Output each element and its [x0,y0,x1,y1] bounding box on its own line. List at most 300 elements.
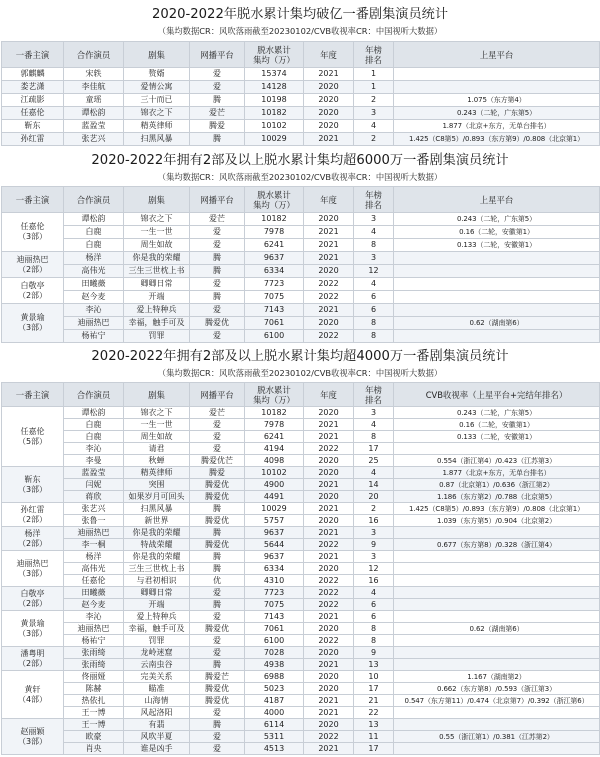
partner-actor-cell: 田曦薇 [64,278,124,291]
year-cell: 2020 [304,455,354,467]
lead-drama-count: （2部） [17,290,48,300]
table-row [2,107,600,120]
lead-actor-cell [2,120,64,133]
partner-actor-cell: 赵今麦 [64,599,124,611]
table-row [2,563,600,575]
lead-actor-name: 郭麒麟 [20,69,45,78]
platform-cell: 腾 [190,659,245,671]
lead-actor-cell [2,467,64,503]
year-rank-cell: 8 [354,431,394,443]
tv-rating-cell [394,527,600,539]
partner-actor-cell: 高伟光 [64,265,124,278]
table-row [2,467,600,479]
year-cell: 2021 [304,226,354,239]
year-rank-cell: 3 [354,527,394,539]
header-row [2,42,600,68]
year-cell: 2022 [304,291,354,304]
tv-rating-cell: 1.877（北京+东方，无单台排名） [394,120,600,133]
year-rank-cell: 3 [354,213,394,226]
tv-rating-cell [394,611,600,623]
platform-cell: 腾爱优 [190,479,245,491]
partner-actor-cell: 高伟光 [64,563,124,575]
tv-rating-cell: 0.62（湖南第6） [394,317,600,330]
year-cell: 2021 [304,527,354,539]
drama-title-cell: 爱上特种兵 [124,304,190,317]
avg-views-cell: 4310 [245,575,304,587]
year-cell: 2021 [304,252,354,265]
column-header: 剧集 [124,187,190,213]
year-rank-cell: 4 [354,278,394,291]
lead-actor-cell [2,647,64,671]
lead-actor-name: 靳东 [24,121,41,130]
table-row [2,599,600,611]
year-rank-cell: 1 [354,81,394,94]
table-row [2,707,600,719]
avg-views-cell: 10182 [245,407,304,419]
tv-rating-cell [394,719,600,731]
partner-actor-cell: 任嘉伦 [64,575,124,587]
partner-actor-cell: 闫妮 [64,479,124,491]
tv-rating-cell: 0.243（二轮，广东第5） [394,407,600,419]
table-row [2,647,600,659]
drama-title-cell: 卿卿日常 [124,278,190,291]
column-header: 网播平台 [190,42,245,68]
year-rank-cell: 21 [354,695,394,707]
tv-rating-cell [394,707,600,719]
year-cell: 2021 [304,304,354,317]
lead-actor-cell [2,551,64,587]
partner-actor-cell: 李沁 [64,611,124,623]
avg-views-cell: 10029 [245,133,304,146]
avg-views-cell: 4194 [245,443,304,455]
platform-cell: 腾 [190,291,245,304]
avg-views-cell: 5311 [245,731,304,743]
platform-cell: 腾 [190,94,245,107]
drama-title-cell: 爱情公寓 [124,81,190,94]
year-rank-cell: 4 [354,226,394,239]
drama-title-cell: 锦衣之下 [124,213,190,226]
partner-actor-cell: 肖央 [64,743,124,755]
lead-drama-count: （3部） [17,736,48,746]
year-rank-cell: 17 [354,683,394,695]
year-rank-cell: 2 [354,94,394,107]
drama-title-cell: 锦衣之下 [124,407,190,419]
table-row [2,695,600,707]
platform-cell: 腾爱优 [190,683,245,695]
year-cell: 2021 [304,695,354,707]
drama-title-cell: 锦衣之下 [124,107,190,120]
platform-cell: 腾 [190,503,245,515]
year-cell: 2020 [304,467,354,479]
tv-rating-cell: 0.87（北京第1）/0.636（浙江第2） [394,479,600,491]
lead-actor-cell [2,81,64,94]
table-title: 2020-2022年脱水累计集均破亿一番剧集演员统计 [151,7,449,22]
drama-title-cell: 周生如故 [124,431,190,443]
column-header: 剧集 [124,383,190,407]
avg-views-cell: 6334 [245,563,304,575]
partner-actor-cell: 谭松韵 [64,107,124,120]
table-title: 2020-2022年拥有2部及以上脱水累计集均超6000万一番剧集演员统计 [91,153,509,168]
lead-actor-cell [2,503,64,527]
platform-cell: 爱 [190,647,245,659]
year-rank-cell: 8 [354,330,394,343]
table-row [2,226,600,239]
year-cell: 2020 [304,647,354,659]
year-cell: 2021 [304,419,354,431]
partner-actor-cell: 欧豪 [64,731,124,743]
drama-title-cell: 龙岭迷窟 [124,647,190,659]
lead-actor-cell [2,107,64,120]
partner-actor-cell: 佟丽娅 [64,671,124,683]
table-section [0,151,600,343]
lead-actor-cell [2,278,64,304]
table-row [2,68,600,81]
lead-actor-name: 迪丽热巴 [16,558,49,568]
column-header: 合作演员 [64,383,124,407]
partner-actor-cell: 迪丽热巴 [64,317,124,330]
partner-actor-cell: 陈赫 [64,683,124,695]
avg-views-cell: 6241 [245,239,304,252]
column-header: 上星平台 [394,187,600,213]
year-cell: 2021 [304,659,354,671]
drama-title-cell: 幸福，触手可及 [124,317,190,330]
table-row [2,239,600,252]
lead-actor-cell [2,252,64,278]
year-rank-cell: 3 [354,107,394,120]
avg-views-cell: 9637 [245,252,304,265]
year-rank-cell: 4 [354,467,394,479]
table-row [2,265,600,278]
drama-title-cell: 请君 [124,443,190,455]
lead-actor-name: 黄景瑜 [20,618,45,628]
year-rank-cell: 17 [354,443,394,455]
year-cell: 2021 [304,503,354,515]
tv-rating-cell: 0.55（浙江第1）/0.381（江苏第2） [394,731,600,743]
avg-views-cell: 10182 [245,213,304,226]
avg-views-cell: 7028 [245,647,304,659]
drama-title-cell: 罚罪 [124,635,190,647]
drama-title-cell: 周生如故 [124,239,190,252]
drama-title-cell: 罚罪 [124,330,190,343]
year-cell: 2021 [304,743,354,755]
partner-actor-cell: 李一桐 [64,539,124,551]
tv-rating-cell: 1.877（北京+东方，无单台排名） [394,467,600,479]
tv-rating-cell: 1.186（东方第2）/0.788（北京第5） [394,491,600,503]
avg-views-cell: 6100 [245,635,304,647]
column-header: 合作演员 [64,42,124,68]
partner-actor-cell: 蓝盈莹 [64,467,124,479]
year-rank-cell: 13 [354,659,394,671]
table-row [2,479,600,491]
partner-actor-cell: 李佳航 [64,81,124,94]
year-rank-cell: 10 [354,671,394,683]
platform-cell: 爱 [190,431,245,443]
platform-cell: 爱芒 [190,407,245,419]
year-cell: 2022 [304,599,354,611]
stats-table [1,186,600,343]
platform-cell: 腾 [190,563,245,575]
year-rank-cell: 9 [354,539,394,551]
avg-views-cell: 7075 [245,291,304,304]
tv-rating-cell [394,278,600,291]
year-cell: 2021 [304,479,354,491]
table-body [2,68,600,146]
table-body [2,407,600,755]
year-cell: 2021 [304,431,354,443]
partner-actor-cell: 张艺兴 [64,133,124,146]
table-row [2,317,600,330]
stats-table [1,41,600,146]
column-header: 剧集 [124,42,190,68]
table-row [2,503,600,515]
year-cell: 2021 [304,551,354,563]
drama-title-cell: 有翡 [124,719,190,731]
drama-title-cell: 云南虫谷 [124,659,190,671]
platform-cell: 腾 [190,265,245,278]
lead-actor-name: 靳东 [24,474,41,484]
drama-title-cell: 完美关系 [124,671,190,683]
platform-cell: 腾爱优 [190,317,245,330]
tv-rating-cell [394,635,600,647]
drama-title-cell: 如果岁月可回头 [124,491,190,503]
partner-actor-cell: 蒋欣 [64,491,124,503]
drama-title-cell: 幸福，触手可及 [124,623,190,635]
year-rank-cell: 14 [354,479,394,491]
avg-views-cell: 7061 [245,623,304,635]
platform-cell: 腾爱优 [190,695,245,707]
column-header: 脱水累计 集均（万） [245,187,304,213]
avg-views-cell: 10182 [245,107,304,120]
tv-rating-cell: 1.425（C8第5）/0.893（东方第9）/0.808（北京第1） [394,133,600,146]
year-rank-cell: 8 [354,239,394,252]
avg-views-cell: 6100 [245,330,304,343]
partner-actor-cell: 王一博 [64,707,124,719]
avg-views-cell: 7978 [245,419,304,431]
year-rank-cell: 16 [354,515,394,527]
tv-rating-cell: 0.243（二轮，广东第5） [394,107,600,120]
lead-drama-count: （3部） [17,568,48,578]
lead-actor-cell [2,527,64,551]
tv-rating-cell: 1.425（C8第5）/0.893（东方第9）/0.808（北京第1） [394,503,600,515]
year-cell: 2020 [304,120,354,133]
avg-views-cell: 7723 [245,587,304,599]
platform-cell: 腾爱 [190,120,245,133]
tv-rating-cell [394,587,600,599]
table-row [2,515,600,527]
year-cell: 2021 [304,68,354,81]
tv-rating-cell: 0.662（东方第8）/0.593（浙江第3） [394,683,600,695]
column-header: 网播平台 [190,187,245,213]
year-rank-cell: 2 [354,133,394,146]
lead-drama-count: （4部） [17,694,48,704]
table-section [0,0,600,146]
table-row [2,278,600,291]
column-header: 年榜 排名 [354,383,394,407]
tv-rating-cell [394,252,600,265]
partner-actor-cell: 蓝盈莹 [64,120,124,133]
tv-rating-cell [394,647,600,659]
drama-title-cell: 开端 [124,599,190,611]
year-cell: 2022 [304,635,354,647]
column-header: 脱水累计 集均（万） [245,42,304,68]
tv-rating-cell [394,659,600,671]
table-source-note: （集均数据CR：风吹落雨截至20230102/CVB收视率CR：中国视听大数据） [157,172,443,182]
tv-rating-cell [394,599,600,611]
drama-title-cell: 你是我的荣耀 [124,252,190,265]
table-row [2,635,600,647]
table-row [2,611,600,623]
avg-views-cell: 6334 [245,265,304,278]
lead-drama-count: （2部） [17,264,48,274]
lead-actor-name: 白敬亭 [20,588,45,598]
column-header: 合作演员 [64,187,124,213]
column-header: 年度 [304,383,354,407]
lead-actor-cell [2,304,64,343]
avg-views-cell: 7075 [245,599,304,611]
partner-actor-cell: 张雨绮 [64,647,124,659]
platform-cell: 腾 [190,551,245,563]
year-rank-cell: 20 [354,491,394,503]
platform-cell: 腾 [190,527,245,539]
platform-cell: 爱 [190,587,245,599]
header-row [2,383,600,407]
avg-views-cell: 7143 [245,304,304,317]
platform-cell: 腾 [190,133,245,146]
partner-actor-cell: 张艺兴 [64,503,124,515]
column-header: 一番主演 [2,42,64,68]
avg-views-cell: 14128 [245,81,304,94]
table-row [2,213,600,226]
avg-views-cell: 9637 [245,527,304,539]
lead-actor-cell [2,587,64,611]
tv-rating-cell [394,551,600,563]
table-header [2,42,600,68]
avg-views-cell: 5023 [245,683,304,695]
partner-actor-cell: 张雨绮 [64,659,124,671]
table-source-note: （集均数据CR：风吹落雨截至20230102/CVB收视率CR：中国视听大数据） [157,26,443,36]
table-row [2,120,600,133]
avg-views-cell: 6241 [245,431,304,443]
platform-cell: 爱 [190,731,245,743]
year-rank-cell: 3 [354,551,394,563]
platform-cell: 爱芒 [190,107,245,120]
platform-cell: 爱 [190,707,245,719]
drama-title-cell: 你是我的荣耀 [124,551,190,563]
drama-title-cell: 秋蝉 [124,455,190,467]
tv-rating-cell: 0.16（二轮，安徽第1） [394,419,600,431]
partner-actor-cell: 李曼 [64,455,124,467]
drama-title-cell: 风吹半夏 [124,731,190,743]
partner-actor-cell: 杨洋 [64,252,124,265]
platform-cell: 腾 [190,252,245,265]
platform-cell: 爱 [190,611,245,623]
table-row [2,527,600,539]
lead-actor-name: 孙红雷 [20,134,45,143]
lead-actor-cell [2,719,64,755]
column-header: 年度 [304,42,354,68]
avg-views-cell: 4098 [245,455,304,467]
lead-actor-cell [2,94,64,107]
year-cell: 2020 [304,317,354,330]
year-cell: 2022 [304,575,354,587]
drama-title-cell: 卿卿日常 [124,587,190,599]
platform-cell: 爱 [190,743,245,755]
year-cell: 2020 [304,107,354,120]
tv-rating-cell: 1.075（东方第4） [394,94,600,107]
drama-title-cell: 山海情 [124,695,190,707]
lead-actor-name: 任嘉伦 [20,108,45,117]
lead-drama-count: （3部） [17,484,48,494]
avg-views-cell: 4491 [245,491,304,503]
year-cell: 2020 [304,719,354,731]
year-rank-cell: 1 [354,68,394,81]
platform-cell: 爱 [190,81,245,94]
partner-actor-cell: 谭松韵 [64,407,124,419]
year-cell: 2020 [304,515,354,527]
table-row [2,719,600,731]
header-row [2,187,600,213]
table-row [2,551,600,563]
avg-views-cell: 5644 [245,539,304,551]
partner-actor-cell: 赵今麦 [64,291,124,304]
platform-cell: 腾 [190,719,245,731]
avg-views-cell: 6114 [245,719,304,731]
partner-actor-cell: 田曦薇 [64,587,124,599]
avg-views-cell: 7143 [245,611,304,623]
platform-cell: 爱 [190,419,245,431]
partner-actor-cell: 童瑶 [64,94,124,107]
lead-actor-name: 江疏影 [20,95,45,104]
avg-views-cell: 10198 [245,94,304,107]
avg-views-cell: 4900 [245,479,304,491]
avg-views-cell: 15374 [245,68,304,81]
platform-cell: 爱 [190,226,245,239]
year-rank-cell: 6 [354,291,394,304]
year-cell: 2020 [304,94,354,107]
year-rank-cell: 4 [354,419,394,431]
tv-rating-cell: 0.16（二轮，安徽第1） [394,226,600,239]
platform-cell: 爱 [190,68,245,81]
partner-actor-cell: 白鹿 [64,419,124,431]
tv-rating-cell: 0.554（浙江第4）/0.423（江苏第3） [394,455,600,467]
avg-views-cell: 9637 [245,551,304,563]
year-rank-cell: 3 [354,407,394,419]
year-rank-cell: 4 [354,120,394,133]
lead-actor-name: 白敬亭 [20,280,45,290]
lead-drama-count: （2部） [17,598,48,608]
avg-views-cell: 7723 [245,278,304,291]
table-row [2,419,600,431]
avg-views-cell: 4000 [245,707,304,719]
tv-rating-cell [394,81,600,94]
year-cell: 2021 [304,239,354,252]
drama-title-cell: 开端 [124,291,190,304]
avg-views-cell: 10102 [245,120,304,133]
year-cell: 2020 [304,623,354,635]
table-row [2,133,600,146]
drama-title-cell: 爱上特种兵 [124,611,190,623]
table-row [2,252,600,265]
lead-drama-count: （3部） [17,628,48,638]
lead-actor-name: 迪丽热巴 [16,254,49,264]
lead-actor-name: 赵丽颖 [20,726,45,736]
avg-views-cell: 7061 [245,317,304,330]
drama-title-cell: 三生三世枕上书 [124,563,190,575]
year-rank-cell: 8 [354,317,394,330]
year-cell: 2020 [304,671,354,683]
year-rank-cell: 9 [354,647,394,659]
platform-cell: 爱 [190,278,245,291]
